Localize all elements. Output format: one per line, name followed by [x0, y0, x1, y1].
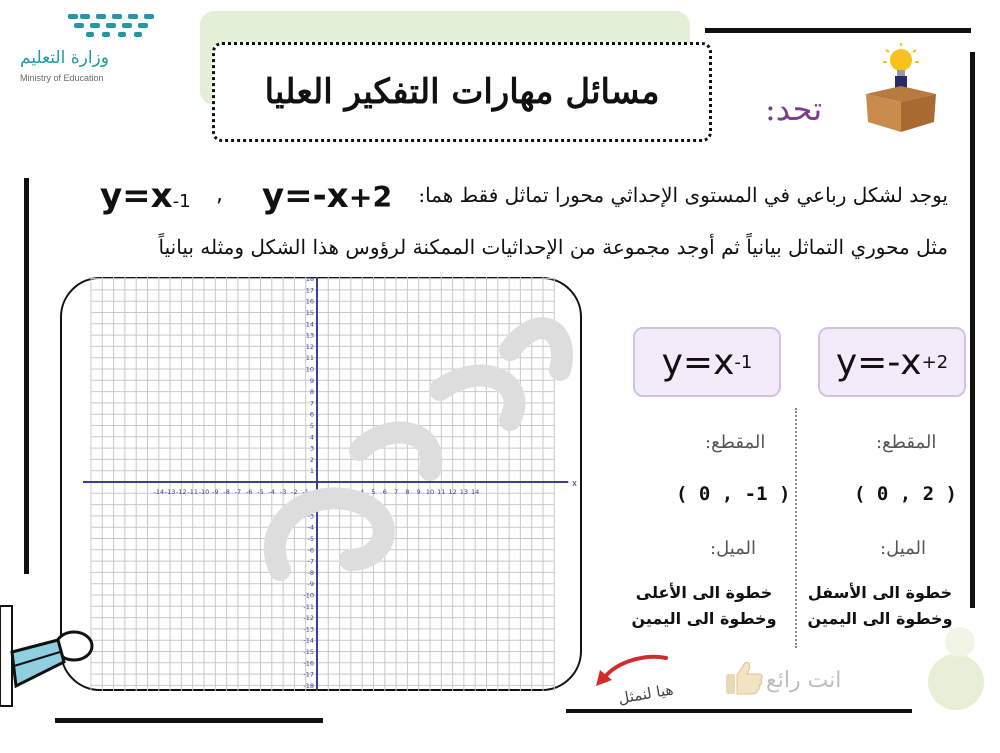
lets-represent-text: هيا لنمثل [616, 680, 675, 708]
left-slope-line1: خطوة الى الأعلى [635, 583, 773, 602]
x-tick-label: -2 [291, 488, 298, 496]
y-tick-label: -7 [307, 557, 314, 566]
equation-inline-2 [100, 176, 191, 216]
x-tick-label: 8 [405, 488, 410, 496]
y-tick-label: -16 [303, 659, 314, 668]
x-tick-label: 2 [337, 488, 342, 496]
y-tick-label: 16 [305, 297, 314, 306]
bottom-right-bar [566, 709, 912, 713]
left-slope-label: الميل: [710, 538, 757, 559]
y-tick-label: 11 [305, 354, 314, 363]
x-tick-label: -7 [234, 488, 242, 496]
y-tick-label: -14 [303, 636, 314, 645]
bottom-left-bar [55, 718, 323, 723]
x-tick-label: -3 [279, 488, 287, 496]
right-side-bar [970, 52, 975, 608]
x-tick-label: 1 [326, 488, 331, 496]
x-tick-label: 3 [348, 488, 353, 496]
equation-inline-1-main: y=-x [262, 176, 349, 216]
y-tick-label: 14 [305, 320, 314, 329]
y-tick-label: -10 [303, 591, 314, 600]
x-tick-label: 4 [360, 488, 365, 496]
card-right-eq-main: y=-x [835, 341, 922, 383]
equation-card-right [818, 327, 966, 397]
y-tick-label: -8 [307, 568, 314, 577]
y-tick-label: 8 [309, 388, 314, 397]
y-tick-label: 15 [305, 309, 314, 317]
x-tick-label: 13 [459, 488, 469, 496]
x-tick-label: -13 [164, 488, 176, 496]
y-tick-label: 7 [309, 399, 314, 408]
card-left-eq-const: -1 [734, 351, 753, 373]
x-tick-label: -12 [176, 488, 187, 496]
left-intercept-label: المقطع: [705, 432, 766, 453]
problem-line-1: يوجد لشكل رباعي في المستوى الإحداثي محورا تماثل فقط هما: [418, 183, 948, 207]
y-tick-label: -18 [303, 681, 314, 690]
y-tick-label: -2 [307, 501, 314, 510]
y-tick-label: -12 [303, 614, 314, 623]
deco-circle-large [928, 654, 984, 710]
right-slope-desc [800, 580, 960, 632]
x-tick-label: 12 [448, 488, 457, 496]
x-tick-label: 10 [425, 488, 435, 496]
x-tick-label: -8 [223, 488, 230, 496]
x-tick-label: -11 [187, 488, 199, 496]
page-title: مسائل مهارات التفكير العليا [212, 42, 712, 142]
right-slope-label: الميل: [880, 538, 927, 559]
y-tick-label: 17 [305, 286, 314, 295]
y-tick-label: -3 [307, 512, 314, 521]
card-right-eq-const: +2 [921, 351, 949, 373]
x-tick-label: -9 [212, 488, 219, 496]
peeking-character-icon [0, 600, 96, 710]
left-intercept-value: ( 0 , -1 ) [676, 483, 791, 505]
equation-separator: , [216, 182, 223, 207]
challenge-label: تحد: [765, 90, 823, 128]
left-slope-line2: وخطوة الى اليمين [631, 609, 777, 628]
x-tick-label: -4 [268, 488, 276, 496]
y-tick-label: -17 [303, 670, 314, 679]
watermark-icon [240, 230, 600, 610]
x-tick-label: -6 [245, 488, 253, 496]
equation-card-left [633, 327, 781, 397]
y-tick-label: -5 [307, 535, 314, 543]
x-tick-label: -10 [198, 488, 210, 496]
right-slope-line1: خطوة الى الأسفل [807, 583, 953, 602]
x-tick-label: 9 [416, 488, 421, 496]
right-intercept-value: ( 0 , 2 ) [854, 483, 957, 505]
y-tick-label: 9 [309, 376, 314, 385]
left-side-bar [24, 178, 29, 574]
x-tick-label: -5 [257, 488, 264, 496]
card-divider [795, 408, 797, 648]
y-tick-label: 10 [305, 365, 314, 374]
logo-english: Ministry of Education [20, 73, 104, 83]
y-tick-label: -11 [303, 602, 314, 611]
x-tick-label: -14 [153, 488, 165, 496]
problem-line-2: مثل محوري التماثل بيانياً ثم أوجد مجموعة من الإحداثيات الممكنة لرؤوس هذا الشكل ومثله بيانياً [158, 235, 948, 259]
x-tick-label: 7 [394, 488, 399, 496]
y-tick-label: 18 [305, 277, 314, 284]
y-tick-label: 13 [305, 331, 314, 340]
left-slope-desc [624, 580, 784, 632]
y-tick-label: -6 [307, 546, 314, 555]
equation-inline-1-const: +2 [348, 181, 393, 214]
right-intercept-label: المقطع: [876, 432, 937, 453]
ministry-logo-icon [66, 12, 162, 44]
y-tick-label: 12 [305, 342, 314, 351]
y-tick-label: 1 [309, 467, 314, 476]
y-tick-label: 6 [309, 410, 314, 419]
equation-inline-1 [262, 176, 392, 216]
top-right-bar [705, 28, 971, 33]
y-tick-label: 4 [309, 433, 314, 442]
x-tick-label: 11 [437, 488, 446, 496]
equation-inline-2-const: -1 [172, 191, 191, 212]
thumbs-up-icon [724, 660, 764, 696]
y-tick-label: 2 [309, 455, 314, 464]
x-tick-label: -1 [302, 488, 309, 496]
y-tick-label: -13 [303, 625, 314, 634]
y-tick-label: -1 [307, 489, 314, 498]
card-left-eq-main: y=x [661, 341, 735, 383]
x-tick-label: 6 [382, 488, 387, 496]
logo-arabic: وزارة التعليم [20, 48, 109, 68]
x-tick-label: 5 [371, 488, 376, 496]
good-job-text: انت رائع [766, 668, 842, 693]
y-tick-label: 5 [309, 422, 314, 430]
x-tick-label: 14 [471, 488, 480, 496]
y-tick-label: 3 [309, 444, 314, 453]
y-tick-label: -4 [307, 523, 314, 532]
y-tick-label: -9 [307, 580, 314, 589]
y-tick-label: -15 [303, 648, 314, 656]
right-slope-line2: وخطوة الى اليمين [807, 609, 953, 628]
equation-inline-2-main: y=x [100, 176, 173, 216]
lightbulb-box-icon [862, 42, 940, 134]
x-axis-label: x [572, 478, 577, 488]
